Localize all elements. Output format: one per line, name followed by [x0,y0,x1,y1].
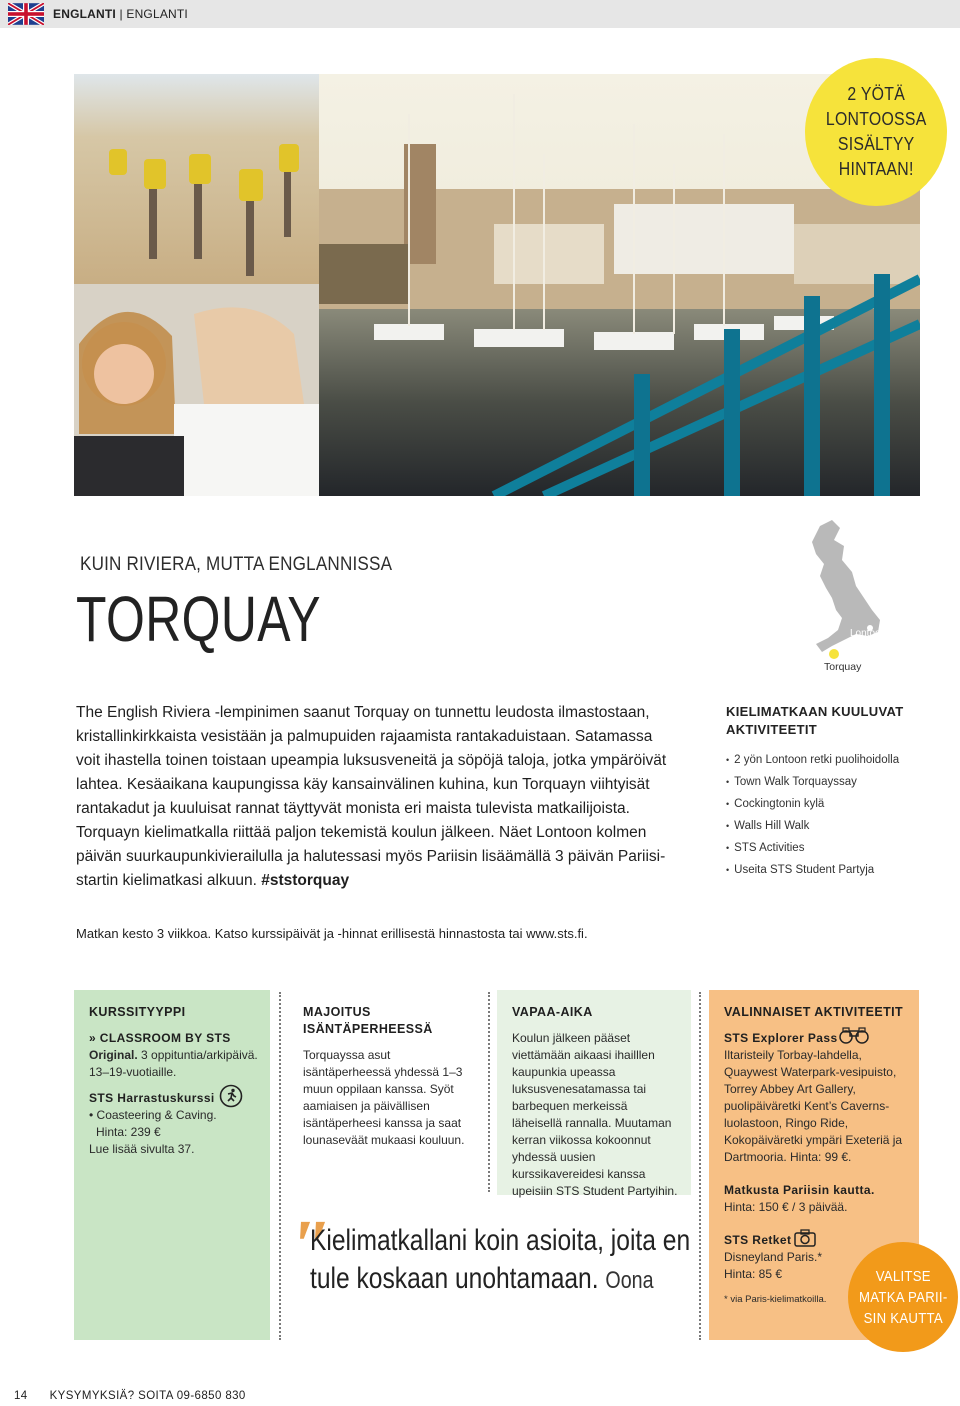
page-number: 14 [14,1390,28,1402]
page-title: TORQUAY [76,583,321,655]
intro-paragraph: The English Riviera -lempinimen saanut Torquay on tunnettu leudosta ilmastostaan, kristallinkirkkaista vesistään ja palmupuiden rajaamista rantakaduistaan. Satamassa voit ihastella toinen toistaan upeampia luksusveneitä ja söpöjä taloja, jotka ympäröivät lahtea. Kesäaikana kaupungissa käy kansainvälinen kuhina, kun Torquayn viihtyisät rantakadut ja kuuluisat rannat täyttyvät monista eri maista tulevista matkailijoista. Torquayn kielimatkalla riittää paljon tekemistä koulun jälkeen. Näet Lontoon kolmen päivän suurkaupunkivierailulla ja halutessasi myös Pariisin lisäämällä 3 päivän Pariisi-startin kielimatkasi alkuun. #ststorquay [76,704,667,889]
freetime-box [497,990,691,1198]
course-type-box [74,990,270,1340]
hashtag: #ststorquay [261,872,350,889]
retket-price: Hinta: 85 € [724,1267,783,1281]
camera-icon [794,1229,816,1247]
activity-item: • Useita STS Student Partyja [726,859,936,881]
binoculars-icon [838,1026,870,1044]
uk-map-icon [798,514,898,674]
quote-author: Oona [605,1267,654,1294]
retket-text: Disneyland Paris.* [724,1250,823,1264]
duration-note: Matkan kesto 3 viikkoa. Katso kurssipäivät ja -hinnat erillisestä hinnastosta tai www.sts.fi. [76,926,588,941]
quote-mark-icon: " [279,1205,337,1285]
uk-map [798,514,898,674]
activities-title: KIELIMATKAAN KUULUVAT AKTIVITEETIT [726,704,904,737]
uk-flag-icon [8,3,44,25]
map-label-london: Lontoo [850,628,881,639]
accommodation-text: Torquayssa asut isäntäperheessä yhdessä 1–3 muun oppilaan kanssa. Syöt aamiaisen ja päivällisen isäntäperheesi kanssa ja saat lounaseväät mukaasi kouluun. [303,1048,465,1147]
accommodation-heading: MAJOITUS ISÄNTÄPERHEESSÄ [303,1005,433,1036]
explorer-pass-text: Iltaristeily Torbay-lahdella, Quaywest Waterpark-vesipuisto, Torrey Abbey Art Gallery, puolipäiväretki Kent’s Caverns- luolastoon, Ringo Ride, Kokopäiväretki ympäri Exeteriä ja Dartmooria. Hinta: 99 €. [724,1048,903,1164]
freetime-text: Koulun jälkeen pääset viettämään aikaasi ihailllen kaupunkia upeassa luksusvenesatamassa tai barbequen merkeissä läheisellä rannalla. Muutaman kerran viikossa kokoonnut yhdessä uusien kurssikavereidesi kanssa upeisiin STS Student Partyihin. [512,1031,678,1198]
optional-heading: VALINNAISET AKTIVITEETIT [724,1005,904,1019]
retket-title: STS Retket [724,1233,792,1247]
course-heading: KURSSITYYPPI [89,1005,186,1019]
paris-price: Hinta: 150 € / 3 päivää. [724,1200,848,1214]
divider [279,992,281,1340]
explorer-pass-title: STS Explorer Pass [724,1031,838,1045]
retket-footnote: * via Paris-kielimatkoilla. [724,1294,827,1305]
activity-item: • Town Walk Torquayssay [726,771,936,793]
country-label: ENGLANTI | ENGLANTI [53,7,188,21]
activity-item: • Cockingtonin kylä [726,793,936,815]
included-activities [726,703,936,881]
read-more: Lue lisää sivulta 37. [89,1142,195,1156]
footer-contact: KYSYMYKSIÄ? SOITA 09-6850 830 [49,1390,246,1402]
accommodation-box [288,990,483,1195]
map-label-torquay: Torquay [824,661,862,673]
hobby-course-title: STS Harrastuskurssi [89,1091,215,1105]
paris-title: Matkusta Pariisin kautta. [724,1183,875,1197]
hobby-course-price: Hinta: 239 € [96,1125,161,1139]
course-type: » CLASSROOM BY STS [89,1031,231,1045]
torquay-harbour-photo [74,74,920,496]
hobby-course-item: • Coasteering & Caving. [89,1108,217,1122]
activity-item: • Walls Hill Walk [726,815,936,837]
divider [488,992,490,1192]
testimonial-quote [279,1205,698,1300]
page-footer [14,1390,246,1402]
quote-text: Kielimatkallani koin asioita, joita en tule koskaan unohtamaan. [310,1224,691,1295]
page-kicker: KUIN RIVIERA, MUTTA ENGLANNISSA [80,554,393,575]
london-included-badge: 2 YÖTÄ LONTOOSSA SISÄLTYY HINTAAN! [805,58,947,206]
running-person-icon [219,1084,243,1108]
choose-paris-button[interactable]: VALITSE MATKA PARII- SIN KAUTTA [848,1242,958,1352]
activity-item: • 2 yön Lontoon retki puolihoidolla [726,749,936,771]
course-original: Original. 3 oppituntia/arkipäivä. 13–19-vuotiaille. [89,1048,258,1079]
freetime-heading: VAPAA-AIKA [512,1005,593,1019]
activity-item: • STS Activities [726,837,936,859]
